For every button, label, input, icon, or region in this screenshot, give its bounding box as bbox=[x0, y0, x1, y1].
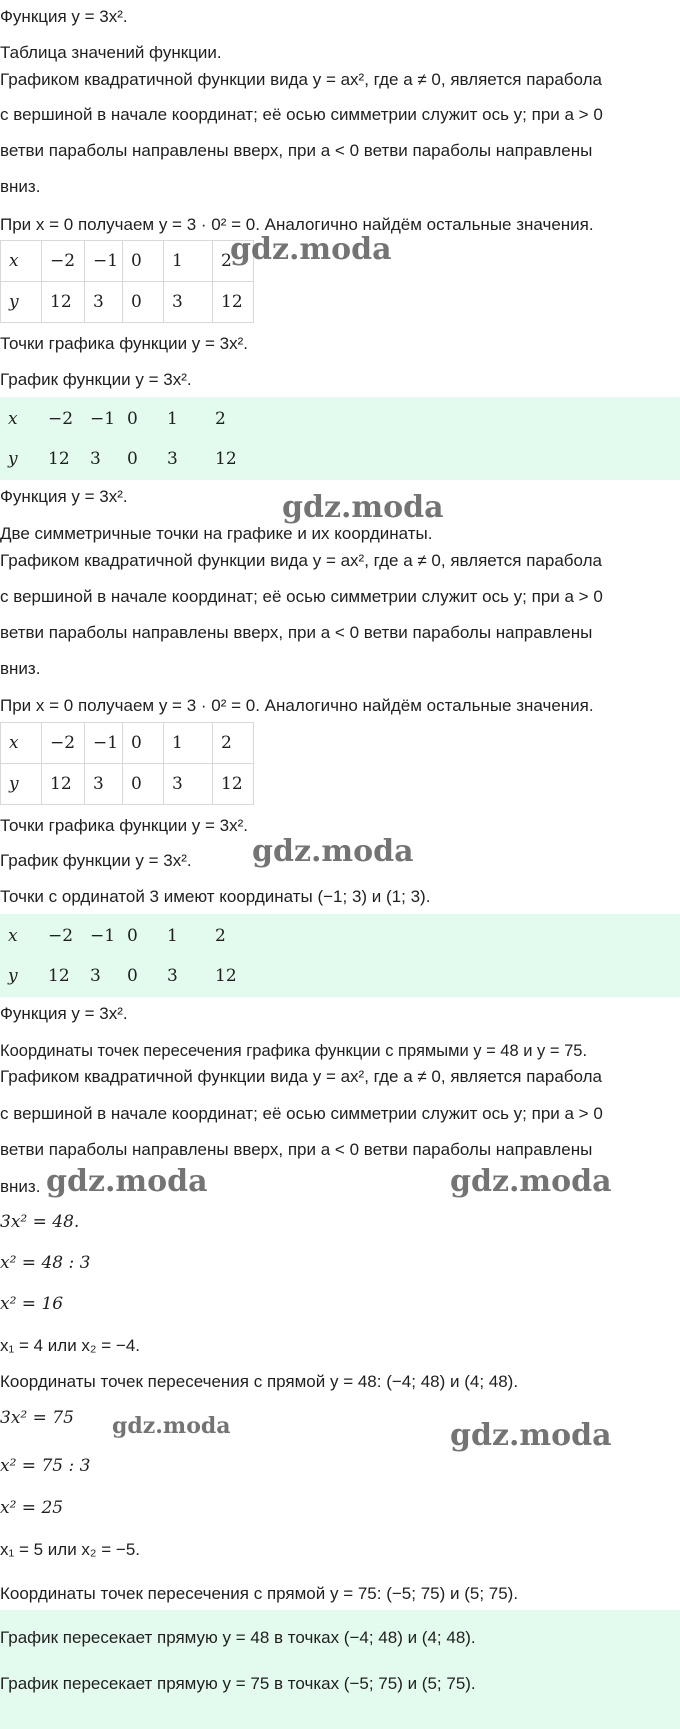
table-cell: −2 bbox=[42, 723, 85, 764]
table-row bbox=[0, 916, 247, 956]
table-cell: x bbox=[1, 241, 42, 282]
solution-line: x² = 16 bbox=[0, 1294, 64, 1314]
watermark-logo: gdz.moda bbox=[252, 834, 414, 869]
solution-line: Координаты точек пересечения с прямой y = 75: (−5; 75) и (5; 75). bbox=[0, 1584, 519, 1603]
table-cell: 0 bbox=[123, 282, 164, 323]
table-cell: 1 bbox=[167, 926, 178, 946]
block2-title: Функция y = 3x². bbox=[0, 487, 128, 506]
table-cell: 2 bbox=[215, 926, 226, 946]
table-cell: y bbox=[1, 764, 42, 805]
table-cell: 0 bbox=[127, 966, 138, 986]
table-cell: 1 bbox=[164, 723, 213, 764]
block3-text: Графиком квадратичной функции вида y = ax², где a ≠ 0, является парабола bbox=[0, 1067, 602, 1086]
table-cell: 0 bbox=[123, 723, 164, 764]
table-cell: −1 bbox=[90, 409, 116, 429]
table-cell: 3 bbox=[167, 966, 178, 986]
table-cell: 0 bbox=[127, 926, 138, 946]
table-cell: y bbox=[8, 449, 18, 469]
table-cell: 12 bbox=[213, 282, 254, 323]
table-row bbox=[0, 956, 247, 996]
block3-text: ветви параболы направлены вверх, при a < 0 ветви параболы направлены bbox=[0, 1140, 593, 1159]
block2-text: ветви параболы направлены вверх, при a < 0 ветви параболы направлены bbox=[0, 623, 593, 642]
watermark-logo: gdz.moda bbox=[282, 490, 444, 525]
block2-text: График функции y = 3x². bbox=[0, 851, 192, 870]
block2-text: Две симметричные точки на графике и их координаты. bbox=[0, 524, 433, 543]
table-row bbox=[1, 282, 254, 323]
solution-line: x₁ = 4 или x₂ = −4. bbox=[0, 1336, 141, 1355]
table-cell: 0 bbox=[123, 764, 164, 805]
table-cell: 3 bbox=[90, 966, 101, 986]
block2-text: вниз. bbox=[0, 659, 41, 678]
table-cell: −2 bbox=[42, 241, 85, 282]
table-cell: 3 bbox=[85, 764, 123, 805]
table-cell: 0 bbox=[127, 449, 138, 469]
table-cell: 12 bbox=[42, 282, 85, 323]
values-table bbox=[0, 916, 247, 996]
solution-line: 3x² = 75 bbox=[0, 1408, 74, 1428]
table-cell: 12 bbox=[48, 966, 70, 986]
table-row bbox=[1, 241, 254, 282]
block3-text: с вершиной в начале координат; её осью симметрии служит ось y; при a > 0 bbox=[0, 1104, 603, 1123]
solution-line: x² = 25 bbox=[0, 1498, 64, 1518]
watermark-logo: gdz.moda bbox=[46, 1164, 208, 1199]
block1-text: Точки графика функции y = 3x². bbox=[0, 334, 249, 353]
block1-text: Таблица значений функции. bbox=[0, 43, 222, 62]
block3-text: вниз. bbox=[0, 1177, 41, 1196]
solution-line: x² = 48 : 3 bbox=[0, 1253, 91, 1273]
table-cell: x bbox=[1, 723, 42, 764]
answer-line: График пересекает прямую y = 75 в точках (−5; 75) и (5; 75). bbox=[0, 1674, 476, 1693]
table-cell: 3 bbox=[164, 764, 213, 805]
table-cell: 3 bbox=[164, 282, 213, 323]
block3-text: Координаты точек пересечения графика функции с прямыми y = 48 и y = 75. bbox=[0, 1042, 588, 1060]
table-cell: 1 bbox=[164, 241, 213, 282]
table-cell: 2 bbox=[213, 723, 254, 764]
table-cell: −1 bbox=[85, 723, 123, 764]
values-table bbox=[0, 399, 247, 479]
watermark-logo: gdz.moda bbox=[450, 1418, 612, 1453]
table-cell: −1 bbox=[85, 241, 123, 282]
block1-text: вниз. bbox=[0, 177, 41, 196]
watermark-logo: gdz.moda bbox=[230, 232, 392, 267]
block2-text: Графиком квадратичной функции вида y = ax², где a ≠ 0, является парабола bbox=[0, 551, 602, 570]
answer-line: График пересекает прямую y = 48 в точках (−4; 48) и (4; 48). bbox=[0, 1628, 476, 1647]
block1-text: График функции y = 3x². bbox=[0, 370, 192, 389]
table-cell: 2 bbox=[215, 409, 226, 429]
solution-line: x₁ = 5 или x₂ = −5. bbox=[0, 1540, 141, 1559]
table-row bbox=[0, 439, 247, 479]
block1-text: При x = 0 получаем y = 3 · 0² = 0. Аналогично найдём остальные значения. bbox=[0, 215, 594, 234]
block2-text: с вершиной в начале координат; её осью симметрии служит ось y; при a > 0 bbox=[0, 587, 603, 606]
table-cell: x bbox=[8, 409, 18, 429]
table-cell: 3 bbox=[167, 449, 178, 469]
solution-line: x² = 75 : 3 bbox=[0, 1456, 91, 1476]
table-cell: 0 bbox=[127, 409, 138, 429]
block1-text: Графиком квадратичной функции вида y = ax², где a ≠ 0, является парабола bbox=[0, 70, 602, 89]
table-cell: 12 bbox=[213, 764, 254, 805]
block1-title: Функция y = 3x². bbox=[0, 7, 128, 26]
table-cell: 1 bbox=[167, 409, 178, 429]
table-cell: 12 bbox=[48, 449, 70, 469]
table-row bbox=[1, 723, 254, 764]
block2-text: При x = 0 получаем y = 3 · 0² = 0. Аналогично найдём остальные значения. bbox=[0, 696, 594, 715]
table-cell: 0 bbox=[123, 241, 164, 282]
table-cell: 2 bbox=[213, 241, 254, 282]
table-cell: y bbox=[8, 966, 18, 986]
values-table bbox=[0, 240, 254, 323]
table-cell: 12 bbox=[215, 966, 237, 986]
block1-text: ветви параболы направлены вверх, при a < 0 ветви параболы направлены bbox=[0, 141, 593, 160]
table-cell: −2 bbox=[48, 409, 74, 429]
table-cell: 3 bbox=[85, 282, 123, 323]
block3-title: Функция y = 3x². bbox=[0, 1004, 128, 1023]
table-row bbox=[1, 764, 254, 805]
block2-text: Точки графика функции y = 3x². bbox=[0, 816, 249, 835]
watermark-logo: gdz.moda bbox=[112, 1413, 231, 1439]
solution-line: 3x² = 48. bbox=[0, 1212, 80, 1232]
table-cell: 3 bbox=[90, 449, 101, 469]
table-cell: y bbox=[1, 282, 42, 323]
table-cell: −1 bbox=[90, 926, 116, 946]
block2-text: Точки с ординатой 3 имеют координаты (−1; 3) и (1; 3). bbox=[0, 887, 431, 906]
table-row bbox=[0, 399, 247, 439]
values-table bbox=[0, 722, 254, 805]
table-cell: 12 bbox=[42, 764, 85, 805]
table-cell: x bbox=[8, 926, 18, 946]
solution-line: Координаты точек пересечения с прямой y = 48: (−4; 48) и (4; 48). bbox=[0, 1372, 519, 1391]
table-cell: −2 bbox=[48, 926, 74, 946]
block1-text: с вершиной в начале координат; её осью симметрии служит ось y; при a > 0 bbox=[0, 105, 603, 124]
table-cell: 12 bbox=[215, 449, 237, 469]
watermark-logo: gdz.moda bbox=[450, 1164, 612, 1199]
